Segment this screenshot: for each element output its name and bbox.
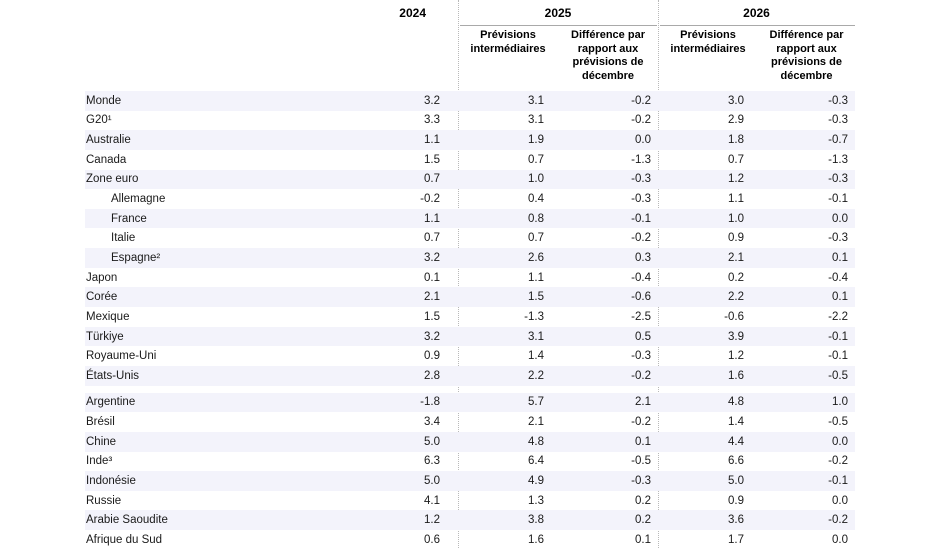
cell-value: 4.8 — [528, 435, 544, 448]
subheader-difference-2026: Différence par rapport aux prévisions de décembre — [769, 29, 844, 82]
table-row — [85, 111, 855, 131]
table-row — [85, 189, 855, 209]
table-row — [85, 150, 855, 170]
cell-value: 2.1 — [635, 396, 651, 409]
cell-value: -0.1 — [828, 193, 848, 206]
cell-value: 0.0 — [832, 435, 848, 448]
cell-value: -0.1 — [828, 350, 848, 363]
cell-value: 2.1 — [424, 291, 440, 304]
row-label: Japon — [86, 271, 118, 284]
cell-value: -0.2 — [420, 193, 440, 206]
row-label: Inde³ — [86, 455, 113, 468]
cell-value: 1.1 — [424, 212, 440, 225]
cell-value: 0.4 — [528, 193, 544, 206]
cell-value: 2.1 — [528, 416, 544, 429]
cell-value: 4.4 — [728, 435, 744, 448]
cell-value: 1.5 — [424, 153, 440, 166]
cell-value: -2.2 — [828, 310, 848, 323]
table-row — [85, 452, 855, 472]
cell-value: 0.0 — [832, 494, 848, 507]
cell-value: 2.1 — [728, 251, 744, 264]
cell-value: 0.8 — [528, 212, 544, 225]
cell-value: -0.3 — [828, 94, 848, 107]
cell-value: 2.9 — [728, 114, 744, 127]
cell-value: 1.5 — [424, 310, 440, 323]
row-label: Italie — [111, 232, 136, 245]
row-label: Zone euro — [86, 173, 139, 186]
cell-value: -0.5 — [828, 416, 848, 429]
table-row — [85, 366, 855, 386]
cell-value: -0.1 — [828, 474, 848, 487]
cell-value: 0.7 — [528, 153, 544, 166]
cell-value: 0.9 — [424, 350, 440, 363]
table-row — [85, 130, 855, 150]
cell-value: 0.2 — [728, 271, 744, 284]
row-label: G20¹ — [86, 114, 112, 127]
table-row — [85, 412, 855, 432]
cell-value: 2.2 — [728, 291, 744, 304]
row-label: Australie — [86, 134, 131, 147]
cell-value: 3.3 — [424, 114, 440, 127]
cell-value: 3.2 — [424, 94, 440, 107]
cell-value: 0.1 — [635, 435, 651, 448]
cell-value: -0.2 — [828, 455, 848, 468]
row-label: Monde — [86, 94, 122, 107]
cell-value: 0.7 — [528, 232, 544, 245]
cell-value: 1.3 — [528, 494, 544, 507]
subheader-previsions-2025: Prévisions intermédiaires — [470, 29, 546, 55]
cell-value: -0.2 — [631, 369, 651, 382]
cell-value: 3.2 — [424, 330, 440, 343]
cell-value: 2.8 — [424, 369, 440, 382]
table-row — [85, 170, 855, 190]
cell-value: 0.3 — [635, 251, 651, 264]
cell-value: 0.7 — [424, 173, 440, 186]
cell-value: 3.1 — [528, 330, 544, 343]
cell-value: 0.1 — [832, 291, 848, 304]
cell-value: -0.1 — [631, 212, 651, 225]
cell-value: 0.5 — [635, 330, 651, 343]
row-label: Indonésie — [86, 474, 136, 487]
row-label: Russie — [86, 494, 122, 507]
cell-value: 0.1 — [424, 271, 440, 284]
cell-value: 1.2 — [728, 173, 744, 186]
subheader-row — [85, 25, 855, 91]
cell-value: 2.2 — [528, 369, 544, 382]
cell-value: 3.6 — [728, 514, 744, 527]
cell-value: -0.3 — [631, 474, 651, 487]
cell-value: -2.5 — [631, 310, 651, 323]
cell-value: 5.0 — [424, 435, 440, 448]
year-underline-2026 — [660, 25, 855, 26]
cell-value: -0.3 — [828, 232, 848, 245]
section-gap — [85, 386, 855, 393]
cell-value: 0.1 — [832, 251, 848, 264]
cell-value: 0.2 — [635, 494, 651, 507]
cell-value: 1.0 — [832, 396, 848, 409]
year-header-2024: 2024 — [399, 5, 426, 20]
cell-value: 1.0 — [728, 212, 744, 225]
cell-value: 0.6 — [424, 533, 440, 546]
cell-value: -0.2 — [828, 514, 848, 527]
cell-value: 3.1 — [528, 114, 544, 127]
cell-value: 1.5 — [528, 291, 544, 304]
cell-value: 3.9 — [728, 330, 744, 343]
table-row — [85, 307, 855, 327]
cell-value: 1.1 — [528, 271, 544, 284]
table-row — [85, 91, 855, 111]
row-label: Arabie Saoudite — [86, 514, 168, 527]
cell-value: -1.3 — [631, 153, 651, 166]
cell-value: -0.5 — [828, 369, 848, 382]
row-label: Afrique du Sud — [86, 533, 163, 546]
cell-value: 0.7 — [424, 232, 440, 245]
cell-value: 3.4 — [424, 416, 440, 429]
table-row — [85, 228, 855, 248]
table-row — [85, 346, 855, 366]
table-row — [85, 432, 855, 452]
cell-value: -0.6 — [724, 310, 744, 323]
row-label: Royaume-Uni — [86, 350, 157, 363]
cell-value: 4.1 — [424, 494, 440, 507]
year-header-2025: 2025 — [544, 5, 572, 20]
cell-value: -0.6 — [631, 291, 651, 304]
cell-value: -0.4 — [631, 271, 651, 284]
forecast-table — [85, 0, 855, 550]
cell-value: -1.3 — [524, 310, 544, 323]
year-header-row — [85, 0, 855, 25]
cell-value: 1.0 — [528, 173, 544, 186]
table-row — [85, 209, 855, 229]
subheader-difference-2025: Différence par rapport aux prévisions de décembre — [571, 29, 645, 82]
cell-value: 5.7 — [528, 396, 544, 409]
year-underline-2025 — [460, 25, 657, 26]
row-label: Canada — [86, 153, 127, 166]
row-label: Mexique — [86, 310, 130, 323]
cell-value: 1.6 — [528, 533, 544, 546]
cell-value: -0.3 — [828, 114, 848, 127]
row-label: Türkiye — [86, 330, 124, 343]
row-label: France — [111, 212, 147, 225]
cell-value: 2.6 — [528, 251, 544, 264]
row-label: Chine — [86, 435, 117, 448]
table-row — [85, 471, 855, 491]
table-row — [85, 530, 855, 550]
cell-value: -0.2 — [631, 416, 651, 429]
cell-value: 5.0 — [424, 474, 440, 487]
cell-value: 1.7 — [728, 533, 744, 546]
cell-value: 6.6 — [728, 455, 744, 468]
cell-value: -0.1 — [828, 330, 848, 343]
cell-value: 1.1 — [424, 134, 440, 147]
cell-value: 1.8 — [728, 134, 744, 147]
cell-value: -0.7 — [828, 134, 848, 147]
cell-value: -0.2 — [631, 232, 651, 245]
cell-value: 1.2 — [424, 514, 440, 527]
row-label: Brésil — [86, 416, 115, 429]
table-row — [85, 491, 855, 511]
cell-value: -0.5 — [631, 455, 651, 468]
table-row — [85, 393, 855, 413]
table-row — [85, 287, 855, 307]
cell-value: 0.1 — [635, 533, 651, 546]
cell-value: 1.1 — [728, 193, 744, 206]
cell-value: 0.9 — [728, 232, 744, 245]
cell-value: 0.9 — [728, 494, 744, 507]
cell-value: 3.1 — [528, 94, 544, 107]
cell-value: 1.9 — [528, 134, 544, 147]
cell-value: 0.2 — [635, 514, 651, 527]
cell-value: -0.3 — [631, 173, 651, 186]
cell-value: -1.3 — [828, 153, 848, 166]
row-label: Espagne² — [111, 251, 161, 264]
cell-value: -0.3 — [631, 193, 651, 206]
cell-value: -0.2 — [631, 94, 651, 107]
cell-value: -1.8 — [420, 396, 440, 409]
cell-value: 1.4 — [528, 350, 544, 363]
cell-value: 4.9 — [528, 474, 544, 487]
row-label: Allemagne — [111, 193, 166, 206]
cell-value: 6.3 — [424, 455, 440, 468]
cell-value: 1.6 — [728, 369, 744, 382]
cell-value: 0.0 — [635, 134, 651, 147]
table-row — [85, 248, 855, 268]
table-row — [85, 268, 855, 288]
row-label: États-Unis — [86, 369, 140, 382]
table-body — [85, 91, 855, 550]
table-row — [85, 510, 855, 530]
cell-value: -0.3 — [631, 350, 651, 363]
cell-value: 3.0 — [728, 94, 744, 107]
cell-value: 1.2 — [728, 350, 744, 363]
row-label: Argentine — [86, 396, 136, 409]
cell-value: 3.8 — [528, 514, 544, 527]
cell-value: -0.2 — [631, 114, 651, 127]
cell-value: 3.2 — [424, 251, 440, 264]
cell-value: 6.4 — [528, 455, 544, 468]
year-header-2026: 2026 — [743, 5, 770, 20]
cell-value: -0.3 — [828, 173, 848, 186]
cell-value: 0.0 — [832, 212, 848, 225]
row-label: Corée — [86, 291, 118, 304]
cell-value: 0.7 — [728, 153, 744, 166]
cell-value: 0.0 — [832, 533, 848, 546]
cell-value: 1.4 — [728, 416, 744, 429]
cell-value: -0.4 — [828, 271, 848, 284]
cell-value: 4.8 — [728, 396, 744, 409]
subheader-previsions-2026: Prévisions intermédiaires — [670, 29, 746, 55]
cell-value: 5.0 — [728, 474, 744, 487]
table-row — [85, 327, 855, 347]
